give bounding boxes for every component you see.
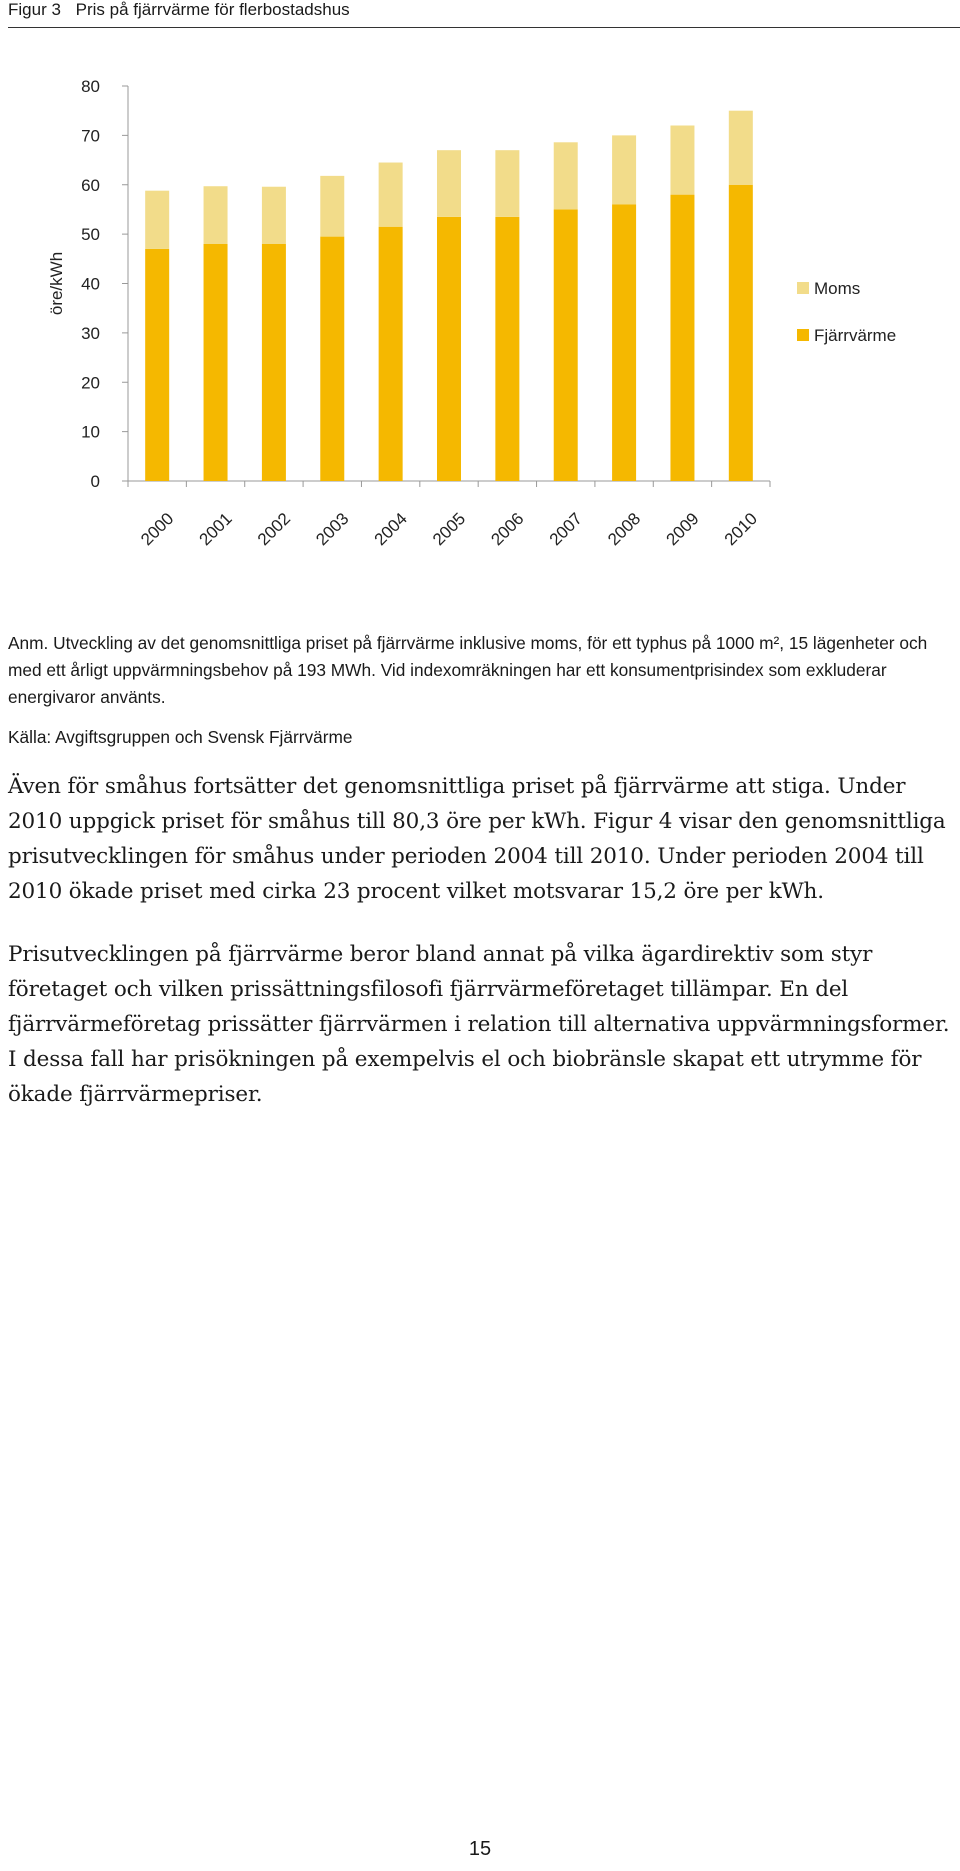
bar-fjrrvrme-2006 xyxy=(495,217,519,481)
y-tick-label: 10 xyxy=(81,422,100,442)
y-tick-label: 20 xyxy=(81,373,100,393)
figure-title xyxy=(8,0,960,28)
legend-swatch-moms xyxy=(797,282,809,294)
body-paragraph-1: Även för småhus fortsätter det genomsnittliga priset på fjärrvärme att stiga. Under 2010 uppgick priset för småhus till 80,3 öre per kWh. Figur 4 visar den genomsnittliga prisutvecklingen för småhus under perioden 2004 till 2010. Under perioden 2004 till 2010 ökade priset med cirka 23 procent vilket motsvarar 15,2 öre per kWh. xyxy=(8,774,946,904)
x-tick-label: 2003 xyxy=(312,509,353,550)
chart-note: Anm. Utveckling av det genomsnittliga priset på fjärrvärme inklusive moms, för ett typhus på 1000 m², 15 lägenheter och med ett årligt uppvärmningsbehov på 193 MWh. Vid indexomräkningen har ett konsumentprisindex som exkluderar energivaror använts. xyxy=(8,633,928,707)
x-tick-label: 2005 xyxy=(429,509,470,550)
bar-moms-2010 xyxy=(729,111,753,185)
bar-fjrrvrme-2003 xyxy=(320,237,344,481)
bar-moms-2009 xyxy=(670,126,694,195)
bar-moms-2007 xyxy=(554,142,578,209)
x-tick-label: 2000 xyxy=(137,509,178,550)
bar-fjrrvrme-2005 xyxy=(437,217,461,481)
y-tick-label: 40 xyxy=(81,274,100,294)
bar-fjrrvrme-2008 xyxy=(612,205,636,482)
y-axis-label: öre/kWh xyxy=(47,251,66,316)
bar-moms-2006 xyxy=(495,150,519,217)
figure-caption: Pris på fjärrvärme för flerbostadshus xyxy=(75,0,350,19)
bar-fjrrvrme-2009 xyxy=(670,195,694,481)
bar-fjrrvrme-2001 xyxy=(204,244,228,481)
bar-moms-2002 xyxy=(262,187,286,244)
y-tick-label: 30 xyxy=(81,323,100,343)
figure-number: Figur 3 xyxy=(8,0,61,19)
legend-swatch-fjrrvrme xyxy=(797,329,809,341)
page-number: 15 xyxy=(468,1838,492,1860)
bar-moms-2000 xyxy=(145,191,169,249)
y-tick-label: 0 xyxy=(90,472,100,491)
stacked-bar-chart xyxy=(0,30,960,550)
bar-moms-2003 xyxy=(320,176,344,237)
body-paragraph-2: Prisutvecklingen på fjärrvärme beror bland annat på vilka ägardirektiv som styr företaget och vilken prissättningsfilosofi fjärrvärmeföretaget tillämpar. En del fjärrvärmeföretag prissätter fjärrvärmen i relation till alternativa uppvärmningsformer. I dessa fall har prisökningen på exempelvis el och biobränsle skapat ett utrymme för ökade fjärrvärmepriser. xyxy=(8,942,950,1107)
x-tick-label: 2004 xyxy=(370,509,411,550)
x-tick-label: 2002 xyxy=(253,509,295,550)
bar-fjrrvrme-2004 xyxy=(379,227,403,481)
bar-fjrrvrme-2007 xyxy=(554,209,578,481)
bar-moms-2005 xyxy=(437,150,461,217)
bar-moms-2008 xyxy=(612,135,636,204)
bar-fjrrvrme-2000 xyxy=(145,249,169,481)
bar-fjrrvrme-2002 xyxy=(262,244,286,481)
x-tick-label: 2006 xyxy=(487,509,528,550)
bar-fjrrvrme-2010 xyxy=(729,185,753,481)
y-tick-label: 70 xyxy=(81,126,100,146)
x-tick-label: 2009 xyxy=(662,509,703,550)
bar-moms-2004 xyxy=(379,163,403,227)
legend-label: Fjärrvärme xyxy=(814,326,897,345)
x-tick-label: 2008 xyxy=(604,509,645,550)
legend-label: Moms xyxy=(814,279,861,298)
x-tick-label: 2007 xyxy=(545,509,586,550)
x-tick-label: 2001 xyxy=(195,509,236,550)
bar-moms-2001 xyxy=(204,186,228,244)
x-tick-label: 2010 xyxy=(720,509,762,550)
y-tick-label: 50 xyxy=(81,225,100,245)
y-tick-label: 80 xyxy=(81,77,100,96)
y-tick-label: 60 xyxy=(81,175,100,195)
chart-source: Källa: Avgiftsgruppen och Svensk Fjärrvärme xyxy=(8,727,353,747)
